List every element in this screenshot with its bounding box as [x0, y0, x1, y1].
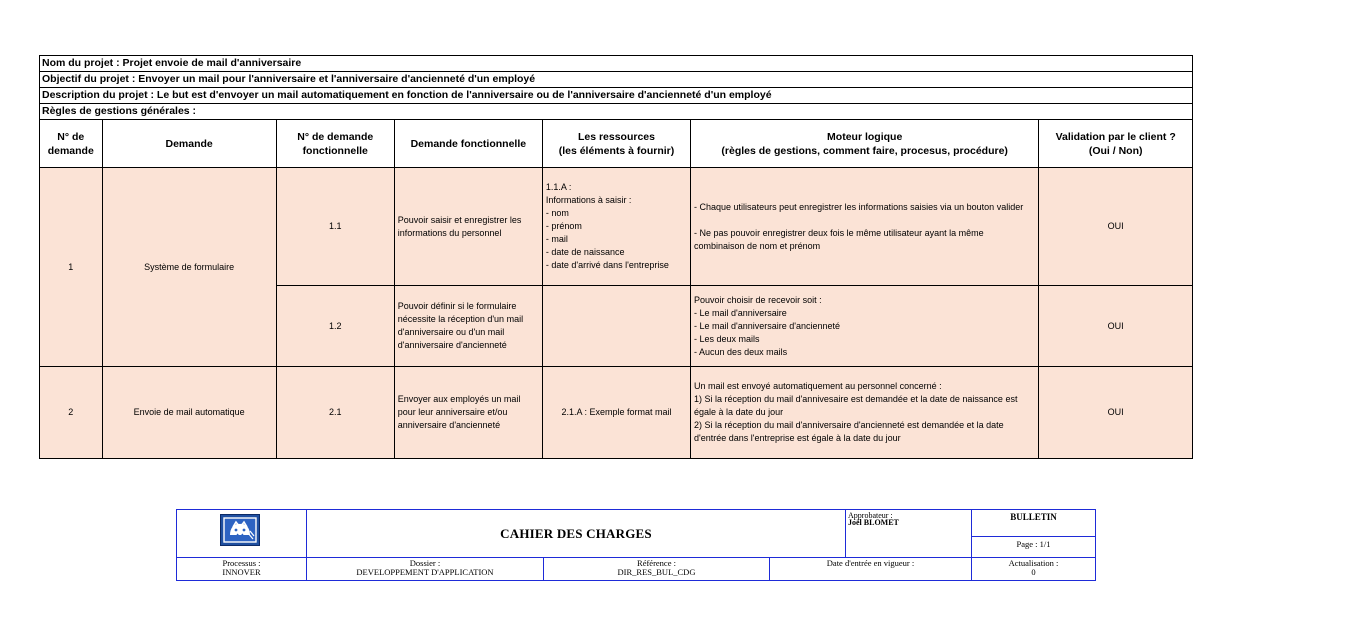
- reference-label: Référence :: [637, 558, 676, 568]
- demande-label: Envoie de mail automatique: [102, 367, 276, 458]
- actualisation-cell: [972, 557, 1095, 580]
- processus-cell: [177, 557, 307, 580]
- company-logo-icon: [220, 514, 260, 546]
- logo-cell: [177, 510, 307, 557]
- title-cell: [307, 510, 846, 557]
- processus-value: INNOVER: [222, 567, 261, 577]
- functional-request: Envoyer aux employés un mail pour leur anniversaire et/ou anniversaire d'ancienneté: [394, 367, 542, 458]
- header-moteur-logique: Moteur logique (règles de gestions, comment faire, procesus, procédure): [691, 120, 1039, 168]
- table-header-row: [40, 120, 1192, 168]
- logic-engine-cell: - Chaque utilisateurs peut enregistrer les informations saisies via un bouton valider - Ne pas pouvoir enregistrer deux fois le même utilisateur ayant la même combinaison de nom et prénom: [691, 168, 1039, 286]
- project-description: Description du projet : Le but est d'envoyer un mail automatiquement en fonction de l'anniversaire ou de l'anniversaire d'ancienneté d'un employé: [40, 88, 1192, 104]
- reference-cell: [544, 557, 770, 580]
- client-validation: OUI: [1039, 367, 1192, 458]
- document-title: CAHIER DES CHARGES: [500, 526, 652, 541]
- demande-number: 2: [40, 367, 102, 458]
- document-cartouche: [176, 509, 1096, 581]
- dossier-value: DEVELOPPEMENT D'APPLICATION: [356, 567, 494, 577]
- general-rules-heading: Règles de gestions générales :: [40, 104, 1192, 120]
- reference-value: DIR_RES_BUL_CDG: [617, 567, 696, 577]
- actualisation-value: 0: [1031, 567, 1036, 577]
- actualisation-label: Actualisation :: [1008, 558, 1059, 568]
- header-validation: Validation par le client ? (Oui / Non): [1039, 120, 1192, 168]
- resources-cell: 2.1.A : Exemple format mail: [542, 367, 690, 458]
- demande-number: 1: [40, 168, 102, 367]
- effective-date-cell: [770, 557, 972, 580]
- page-indicator: Page : 1/1: [1016, 539, 1051, 549]
- functional-number: 1.2: [276, 286, 394, 367]
- header-num-demande: N° de demande: [40, 120, 102, 168]
- requirements-table: [40, 120, 1192, 458]
- effective-date-label: Date d'entrée en vigueur :: [826, 558, 915, 568]
- functional-number: 1.1: [276, 168, 394, 286]
- header-num-fonctionnelle: N° de demande fonctionnelle: [276, 120, 394, 168]
- dossier-label: Dossier :: [409, 558, 441, 568]
- demande-label: Système de formulaire: [102, 168, 276, 367]
- cartouche-top-row: [177, 510, 1095, 558]
- project-name: Nom du projet : Projet envoie de mail d'anniversaire: [40, 56, 1192, 72]
- logic-engine-cell: Pouvoir choisir de recevoir soit : - Le mail d'anniversaire - Le mail d'anniversaire d'ancienneté - Les deux mails - Aucun des deux mails: [691, 286, 1039, 367]
- requirements-sheet: [39, 55, 1193, 459]
- logic-engine-cell: Un mail est envoyé automatiquement au personnel concerné : 1) Si la réception du mail d'annivesaire est demandée et la date de naissance est égale à la date du jour 2) Si la réception du mail d'anniversaire d'ancienneté est demandée et la date d'entrée dans l'entreprise est égale à la date du jour: [691, 367, 1039, 458]
- approver-cell: [846, 510, 972, 557]
- resources-cell: [542, 286, 690, 367]
- functional-number: 2.1: [276, 367, 394, 458]
- functional-request: Pouvoir définir si le formulaire nécessite la réception d'un mail d'anniversaire ou d'un mail d'anniversaire d'ancienneté: [394, 286, 542, 367]
- client-validation: OUI: [1039, 168, 1192, 286]
- processus-label: Processus :: [222, 558, 261, 568]
- approver-label: Approbateur :: [848, 511, 893, 520]
- project-objective: Objectif du projet : Envoyer un mail pour l'anniversaire et l'anniversaire d'ancienneté d'un employé: [40, 72, 1192, 88]
- functional-request: Pouvoir saisir et enregistrer les informations du personnel: [394, 168, 542, 286]
- dossier-cell: [307, 557, 544, 580]
- client-validation: OUI: [1039, 286, 1192, 367]
- bulletin-cell: [972, 510, 1095, 557]
- table-row: [40, 168, 1192, 286]
- approver-name: Joël BLOMET: [848, 518, 899, 527]
- cartouche-bottom-row: [177, 557, 1095, 580]
- table-row: [40, 367, 1192, 458]
- header-demande: Demande: [102, 120, 276, 168]
- resources-cell: 1.1.A : Informations à saisir : - nom - prénom - mail - date de naissance - date d'arrivé dans l'entreprise: [542, 168, 690, 286]
- header-demande-fonctionnelle: Demande fonctionnelle: [394, 120, 542, 168]
- header-ressources: Les ressources (les éléments à fournir): [542, 120, 690, 168]
- bulletin-label: BULLETIN: [972, 510, 1095, 537]
